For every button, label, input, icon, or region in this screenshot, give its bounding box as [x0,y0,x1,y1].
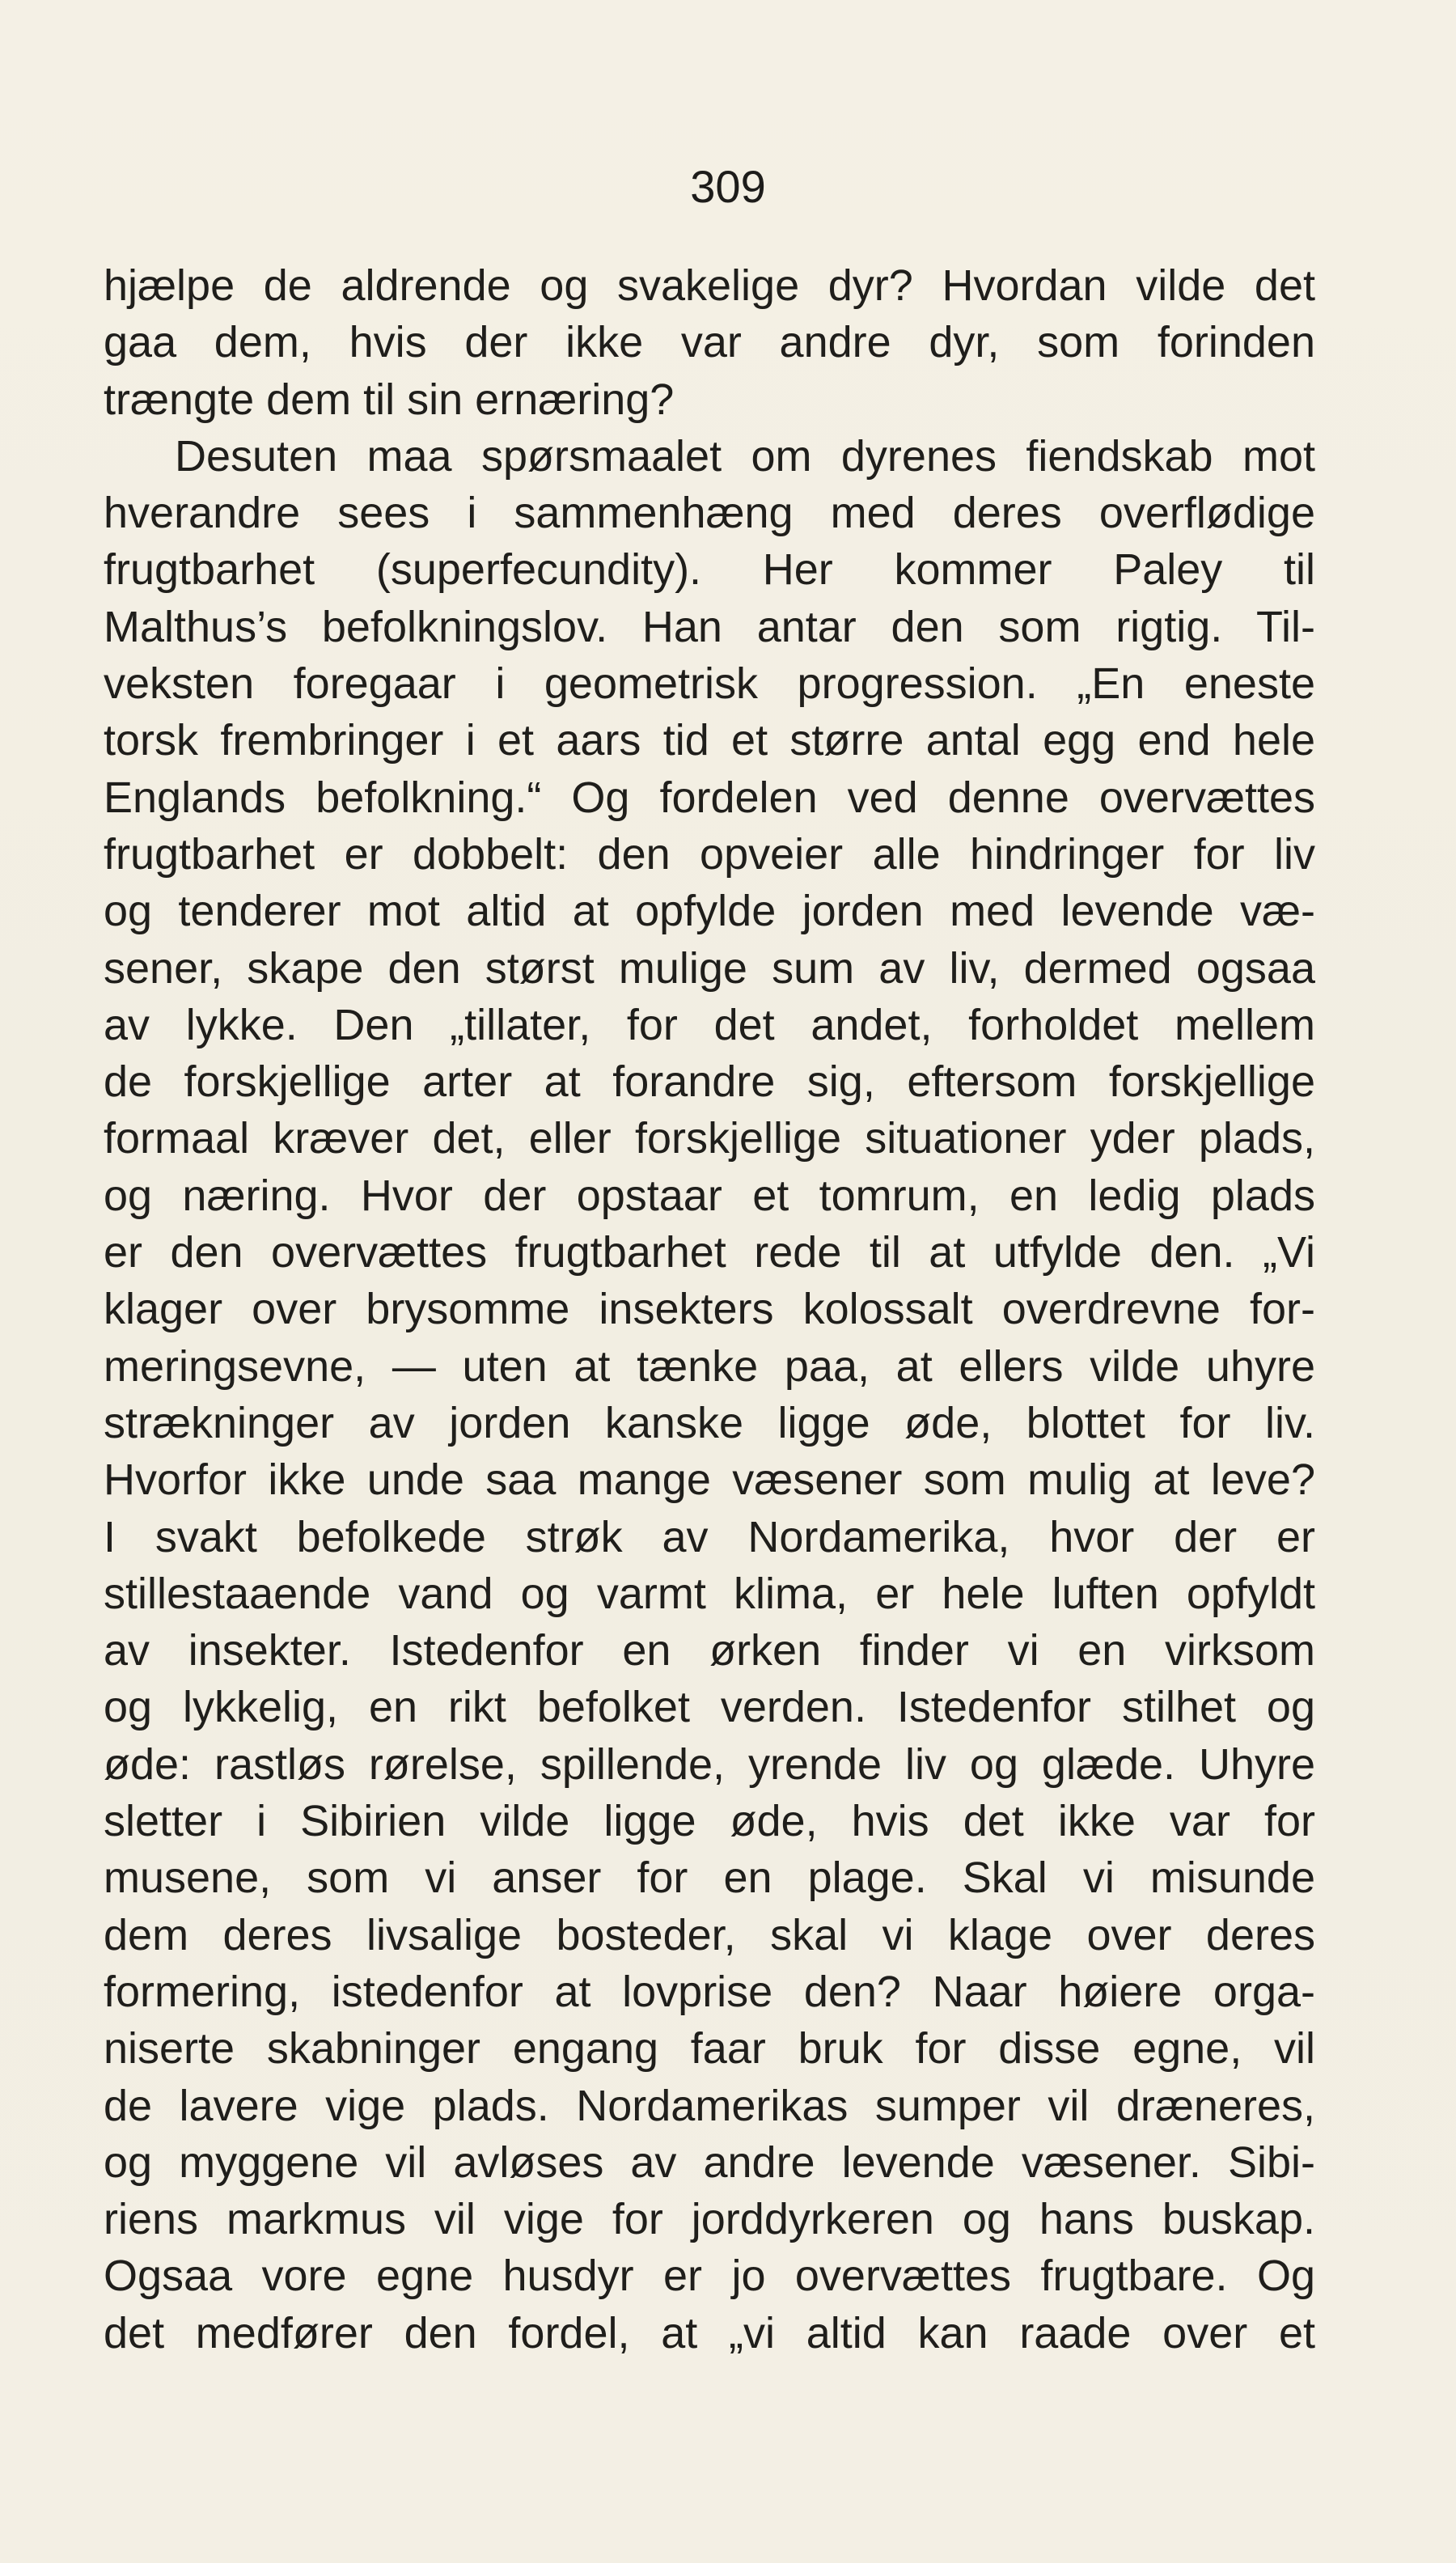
text-line: veksten foregaar i geometrisk progression. „En eneste [104,659,1315,709]
body-text [104,257,1315,2362]
text-line: musene, som vi anser for en plage. Skal vi misunde [104,1853,1315,1903]
text-line: er den overvættes frugtbarhet rede til at utfylde den. „Vi [104,1228,1315,1277]
text-line: de forskjellige arter at forandre sig, eftersom forskjellige [104,1057,1315,1107]
text-line: og tenderer mot altid at opfylde jorden med levende væ- [104,887,1315,936]
text-line: frugtbarhet (superfecundity). Her kommer Paley til [104,545,1315,595]
text-line: strækninger av jorden kanske ligge øde, blottet for liv. [104,1398,1315,1447]
text-line: hverandre sees i sammenhæng med deres overflødige [104,489,1315,538]
text-line: stillestaaende vand og varmt klima, er hele luften opfyldt [104,1569,1315,1618]
text-line: frugtbarhet er dobbelt: den opveier alle hindringer for liv [104,829,1315,879]
text-line: niserte skabninger engang faar bruk for disse egne, vil [104,2024,1315,2074]
text-line: av insekter. Istedenfor en ørken finder vi en virksom [104,1626,1315,1675]
text-line: dem deres livsalige bosteder, skal vi klage over deres [104,1910,1315,1959]
text-line: sletter i Sibirien vilde ligge øde, hvis det ikke var for [104,1797,1315,1846]
text-line: øde: rastløs rørelse, spillende, yrende liv og glæde. Uhyre [104,1739,1315,1789]
text-line: av lykke. Den „tillater, for det andet, forholdet mellem [104,1000,1315,1049]
text-line: I svakt befolkede strøk av Nordamerika, hvor der er [104,1512,1315,1561]
text-line: gaa dem, hvis der ikke var andre dyr, som forinden [104,318,1315,367]
text-line: Desuten maa spørsmaalet om dyrenes fiendskab mot [175,431,1315,481]
text-line: meringsevne, — uten at tænke paa, at ellers vilde uhyre [104,1341,1315,1391]
text-line: Hvorfor ikke unde saa mange væsener som mulig at leve? [104,1455,1315,1505]
text-line: og myggene vil avløses av andre levende væsener. Sibi- [104,2137,1315,2187]
text-line: og lykkelig, en rikt befolket verden. Istedenfor stilhet og [104,1683,1315,1732]
text-line: Englands befolkning.“ Og fordelen ved denne overvættes [104,773,1315,822]
text-line: Ogsaa vore egne husdyr er jo overvættes frugtbare. Og [104,2252,1315,2301]
text-line: og næring. Hvor der opstaar et tomrum, en ledig plads [104,1171,1315,1220]
text-line: Malthus’s befolkningslov. Han antar den som rigtig. Til- [104,602,1315,651]
text-line: sener, skape den størst mulige sum av liv, dermed ogsaa [104,943,1315,993]
text-line: torsk frembringer i et aars tid et større antal egg end hele [104,716,1315,765]
text-line: det medfører den fordel, at „vi altid kan raade over et [104,2308,1315,2358]
text-line: formering, istedenfor at lovprise den? Naar høiere orga- [104,1967,1315,2016]
text-line: de lavere vige plads. Nordamerikas sumper vil dræneres, [104,2081,1315,2130]
text-line: riens markmus vil vige for jorddyrkeren og hans buskap. [104,2195,1315,2244]
text-line: klager over brysomme insekters kolossalt overdrevne for- [104,1285,1315,1334]
text-line: trængte dem til sin ernæring? [104,375,675,424]
text-line: hjælpe de aldrende og svakelige dyr? Hvordan vilde det [104,261,1315,310]
text-line: formaal kræver det, eller forskjellige situationer yder plads, [104,1114,1315,1163]
page-number: 309 [690,161,766,212]
